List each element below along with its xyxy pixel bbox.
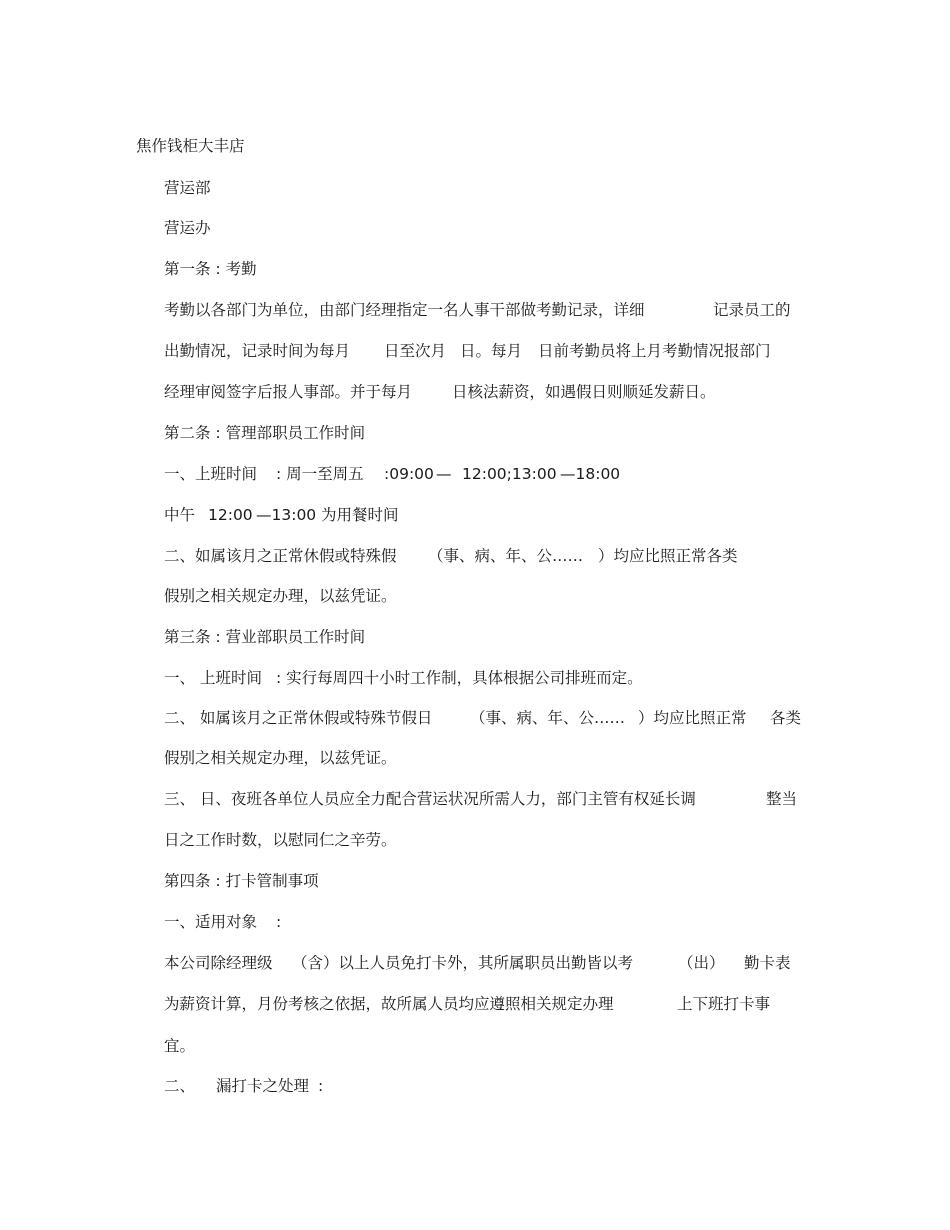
article-1-text: 日核法薪资，如遇假日则顺延发薪日。 (452, 383, 716, 401)
item-text: 整当 (766, 790, 798, 808)
lunch-start: 12:00 (208, 506, 253, 524)
article-2-leave-line-1 (0, 544, 738, 568)
article-1-title (0, 257, 257, 281)
article-1-text: 经理审阅签字后报人事部。并于每月 (164, 383, 413, 401)
item-text: 日之工作时数，以慰同仁之辛劳。 (164, 831, 397, 849)
article-4-scope-line-3 (0, 1034, 196, 1058)
article-1-heading: 第一条 : 考勤 (164, 260, 257, 278)
missed-punch-label: 漏打卡之处理 (216, 1077, 310, 1095)
item-text: 假别之相关规定办理，以兹凭证。 (164, 749, 397, 767)
article-4-scope-line-2 (0, 992, 771, 1016)
department-name: 营运部 (164, 179, 211, 197)
scope-text: 为薪资计算，月份考核之依据，故所属人员均应遵照相关规定办理 (164, 995, 614, 1013)
scope-text: 本公司除经理级 (164, 954, 273, 972)
work-end-time: —18:00 (560, 465, 621, 483)
scope-text: （含）以上人员免打卡外，其所属职员出勤皆以考 (292, 954, 634, 972)
leave-text: ）均应比照正常各类 (598, 547, 738, 565)
lunch-label: 中午 (164, 506, 196, 524)
time-dash: — (436, 465, 452, 483)
article-2-leave-line-2 (0, 584, 397, 608)
item-number: 一、 (164, 669, 196, 687)
article-3-item-3-line-1 (0, 787, 798, 811)
scope-text: 宜。 (164, 1037, 196, 1055)
article-1-line-1 (0, 298, 791, 322)
item-text: ）均应比照正常 (638, 709, 747, 727)
missed-punch-colon: : (318, 1077, 324, 1095)
article-1-text: 日。每月 (460, 342, 523, 360)
scope-text: 勤卡表 (744, 954, 791, 972)
item-text: 各类 (770, 709, 802, 727)
article-1-line-3 (0, 380, 716, 404)
article-2-lunch (0, 503, 399, 527)
work-hours-days: : 周一至周五 (276, 465, 364, 483)
item-text: 二、 如属该月之正常休假或特殊节假日 (164, 709, 433, 727)
scope-text: （出） (678, 954, 725, 972)
office-name: 营运办 (164, 219, 211, 237)
scope-colon: : (276, 913, 282, 931)
article-3-item-2-line-1 (0, 706, 802, 730)
article-1-text: 考勤以各部门为单位，由部门经理指定一名人事干部做考勤记录，详细 (164, 301, 645, 319)
leave-text: 假别之相关规定办理，以兹凭证。 (164, 587, 397, 605)
item-text: : 实行每周四十小时工作制，具体根据公司排班而定。 (276, 669, 643, 687)
department-line (0, 176, 211, 200)
article-1-text: 日至次月 (384, 342, 447, 360)
work-mid-time: 12:00;13:00 (462, 465, 557, 483)
work-start-time: :09:00 (384, 465, 434, 483)
article-4-heading: 第四条 : 打卡管制事项 (164, 872, 319, 890)
article-2-heading: 第二条 : 管理部职员工作时间 (164, 424, 366, 442)
article-4-scope-title (0, 910, 282, 934)
article-4-missed-punch (0, 1074, 324, 1098)
article-1-text: 出勤情况，记录时间为每月 (164, 342, 351, 360)
article-4-scope-line-1 (0, 951, 791, 975)
leave-text: 二、如属该月之正常休假或特殊假 (164, 547, 397, 565)
leave-types: （事、病、年、公…… (428, 547, 584, 565)
article-2-work-hours (0, 462, 621, 486)
scope-label: 一、适用对象 (164, 913, 258, 931)
work-hours-label: 一、上班时间 (164, 465, 258, 483)
article-3-item-2-line-2 (0, 746, 397, 770)
scope-text: 上下班打卡事 (677, 995, 771, 1013)
article-3-heading: 第三条 : 营业部职员工作时间 (164, 628, 366, 646)
article-1-text: 日前考勤员将上月考勤情况报部门 (538, 342, 771, 360)
article-1-text: 记录员工的 (713, 301, 791, 319)
lunch-text: 为用餐时间 (321, 506, 399, 524)
office-line (0, 216, 211, 240)
item-number: 二、 (164, 1077, 196, 1095)
item-text: 三、 日、夜班各单位人员应全力配合营运状况所需人力，部门主管有权延长调 (164, 790, 696, 808)
article-3-item-3-line-2 (0, 828, 397, 852)
lunch-end: —13:00 (256, 506, 317, 524)
leave-types: （事、病、年、公…… (470, 709, 626, 727)
article-3-title (0, 625, 366, 649)
article-1-line-2 (0, 339, 771, 363)
article-4-title (0, 869, 319, 893)
article-3-item-1 (0, 666, 643, 690)
item-label: 上班时间 (200, 669, 263, 687)
article-2-title (0, 421, 366, 445)
store-name: 焦作钱柜大丰店 (136, 137, 245, 155)
document-heading (0, 134, 245, 158)
